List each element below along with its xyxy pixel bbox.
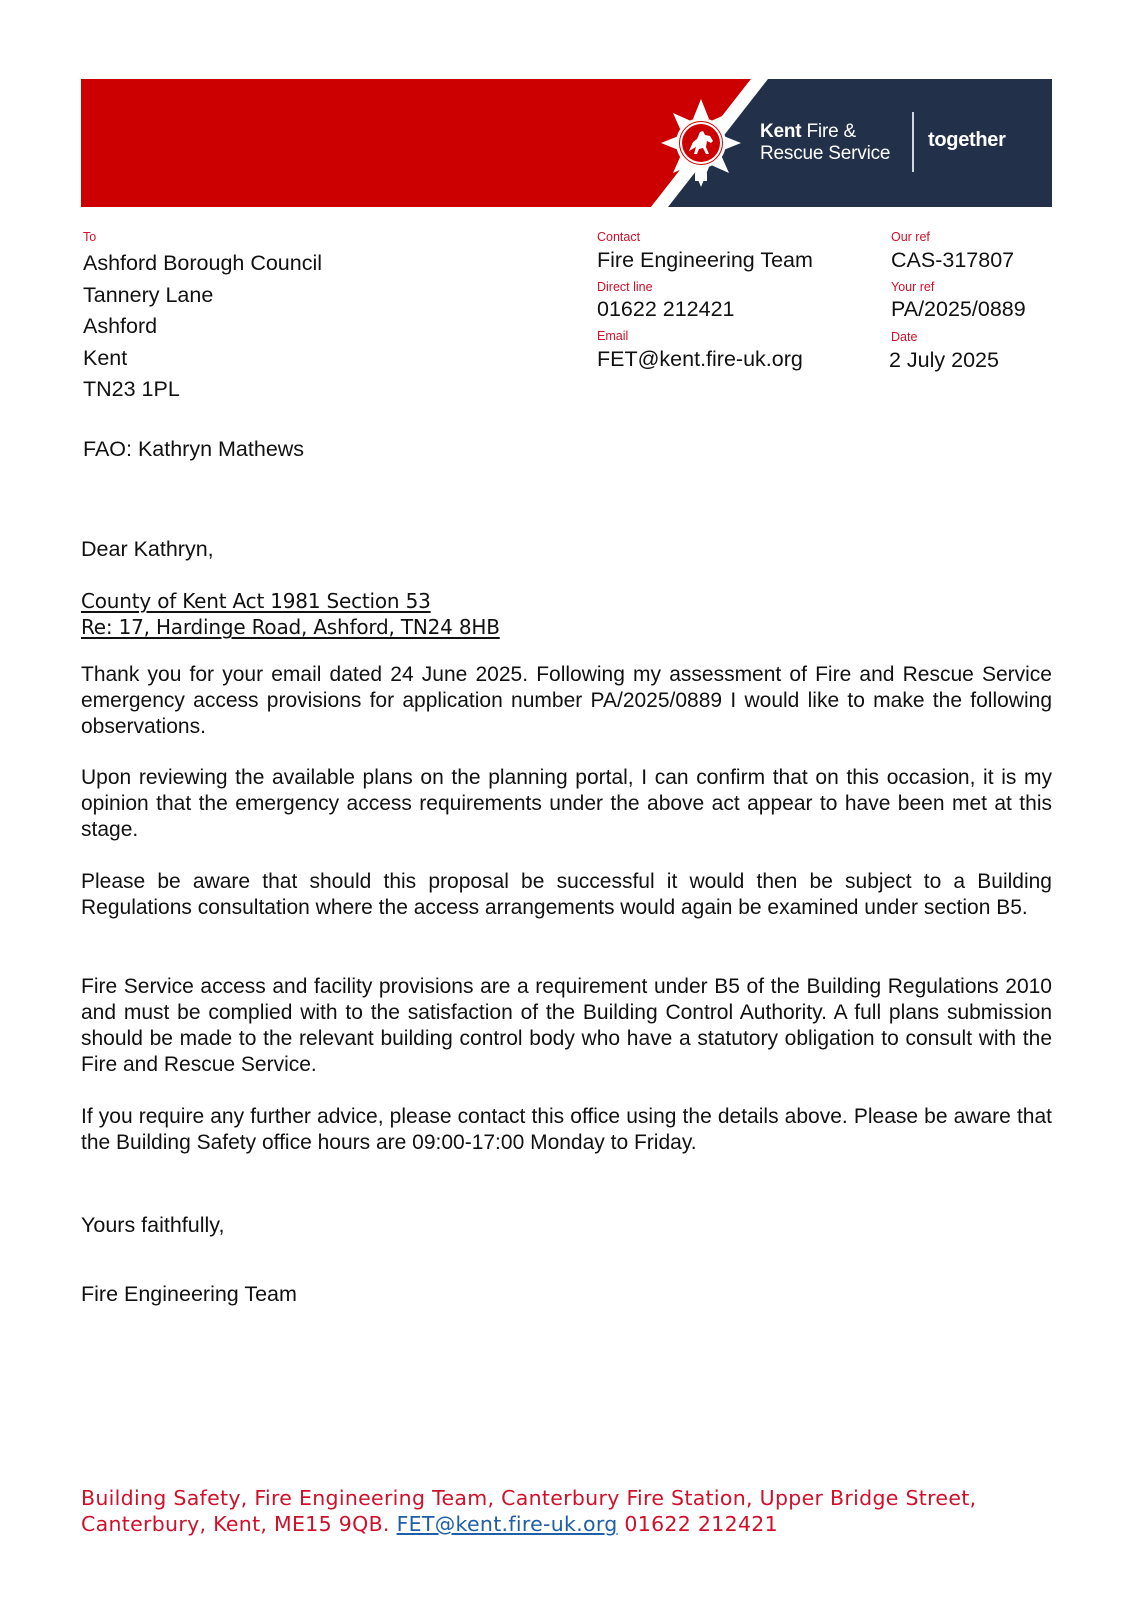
letter-subject — [81, 588, 500, 640]
date-value: 2 July 2025 — [889, 348, 999, 372]
body-paragraph: Fire Service access and facility provisions are a requirement under B5 of the Building Regulations 2010 and must be complied with to the satisfaction of the Building Control Authority. A full plans submission should be made to the relevant building control body who have a statutory obligation to consult with the Fire and Rescue Service. — [81, 975, 1052, 1076]
salutation: Dear Kathryn, — [81, 537, 214, 561]
brand-name-line2: Rescue Service — [760, 143, 891, 164]
contact-value: Fire Engineering Team — [597, 248, 813, 272]
to-label: To — [83, 230, 97, 244]
header-banner — [81, 79, 1052, 207]
body-paragraph: If you require any further advice, please contact this office using the details above. Please be aware that the Building Safety office hours are 09:00-17:00 Monday to Friday. — [81, 1105, 1052, 1154]
footer-contact — [81, 1485, 1061, 1537]
email-label: Email — [597, 329, 629, 343]
brand-divider — [912, 112, 914, 172]
subject-line-1: County of Kent Act 1981 Section 53 — [81, 589, 431, 613]
fao-line: FAO: Kathryn Mathews — [83, 437, 305, 461]
direct-line-label: Direct line — [597, 280, 653, 294]
body-paragraph: Thank you for your email dated 24 June 2025. Following my assessment of Fire and Rescue Service emergency access provisions for application number PA/2025/0889 I would like to make the following observations. — [81, 663, 1052, 738]
brand-name-rest: Fire & — [806, 121, 856, 142]
body-paragraph: Please be aware that should this proposal be successful it would then be subject to a Building Regulations consultation where the access arrangements would again be examined under section B5. — [81, 870, 1052, 919]
brand-name-bold: Kent — [760, 121, 802, 142]
recipient-address — [83, 248, 322, 406]
email-value: FET@kent.fire-uk.org — [597, 347, 803, 371]
your-ref-value: PA/2025/0889 — [891, 297, 1026, 321]
address-line: Tannery Lane — [83, 282, 214, 307]
address-line: Ashford — [83, 314, 158, 338]
footer-email-link[interactable]: FET@kent.fire-uk.org — [396, 1512, 618, 1536]
address-line: Kent — [83, 345, 128, 370]
footer-phone: 01622 212421 — [624, 1512, 778, 1536]
contact-label: Contact — [597, 230, 641, 244]
your-ref-label: Your ref — [891, 280, 935, 294]
subject-line-2: Re: 17, Hardinge Road, Ashford, TN24 8HB — [81, 615, 500, 639]
body-paragraph: Upon reviewing the available plans on the planning portal, I can confirm that on this occasion, it is my opinion that the emergency access requirements under the above act appear to have been met at this stage. — [81, 766, 1052, 841]
closing: Yours faithfully, — [81, 1213, 225, 1237]
footer-address: Building Safety, Fire Engineering Team, Canterbury Fire Station, Upper Bridge Street, Canterbury, Kent, ME15 9QB. — [81, 1486, 977, 1536]
brand-tagline: together — [928, 129, 1006, 151]
date-label: Date — [891, 330, 918, 344]
our-ref-label: Our ref — [891, 230, 930, 244]
signature: Fire Engineering Team — [81, 1282, 297, 1306]
address-line: TN23 1PL — [83, 377, 180, 401]
banner-background — [81, 79, 1052, 207]
direct-line-value: 01622 212421 — [597, 297, 735, 321]
our-ref-value: CAS-317807 — [891, 248, 1015, 272]
brand-name — [760, 121, 890, 165]
fire-brigade-badge-icon — [659, 97, 743, 189]
address-line: Ashford Borough Council — [83, 251, 323, 275]
